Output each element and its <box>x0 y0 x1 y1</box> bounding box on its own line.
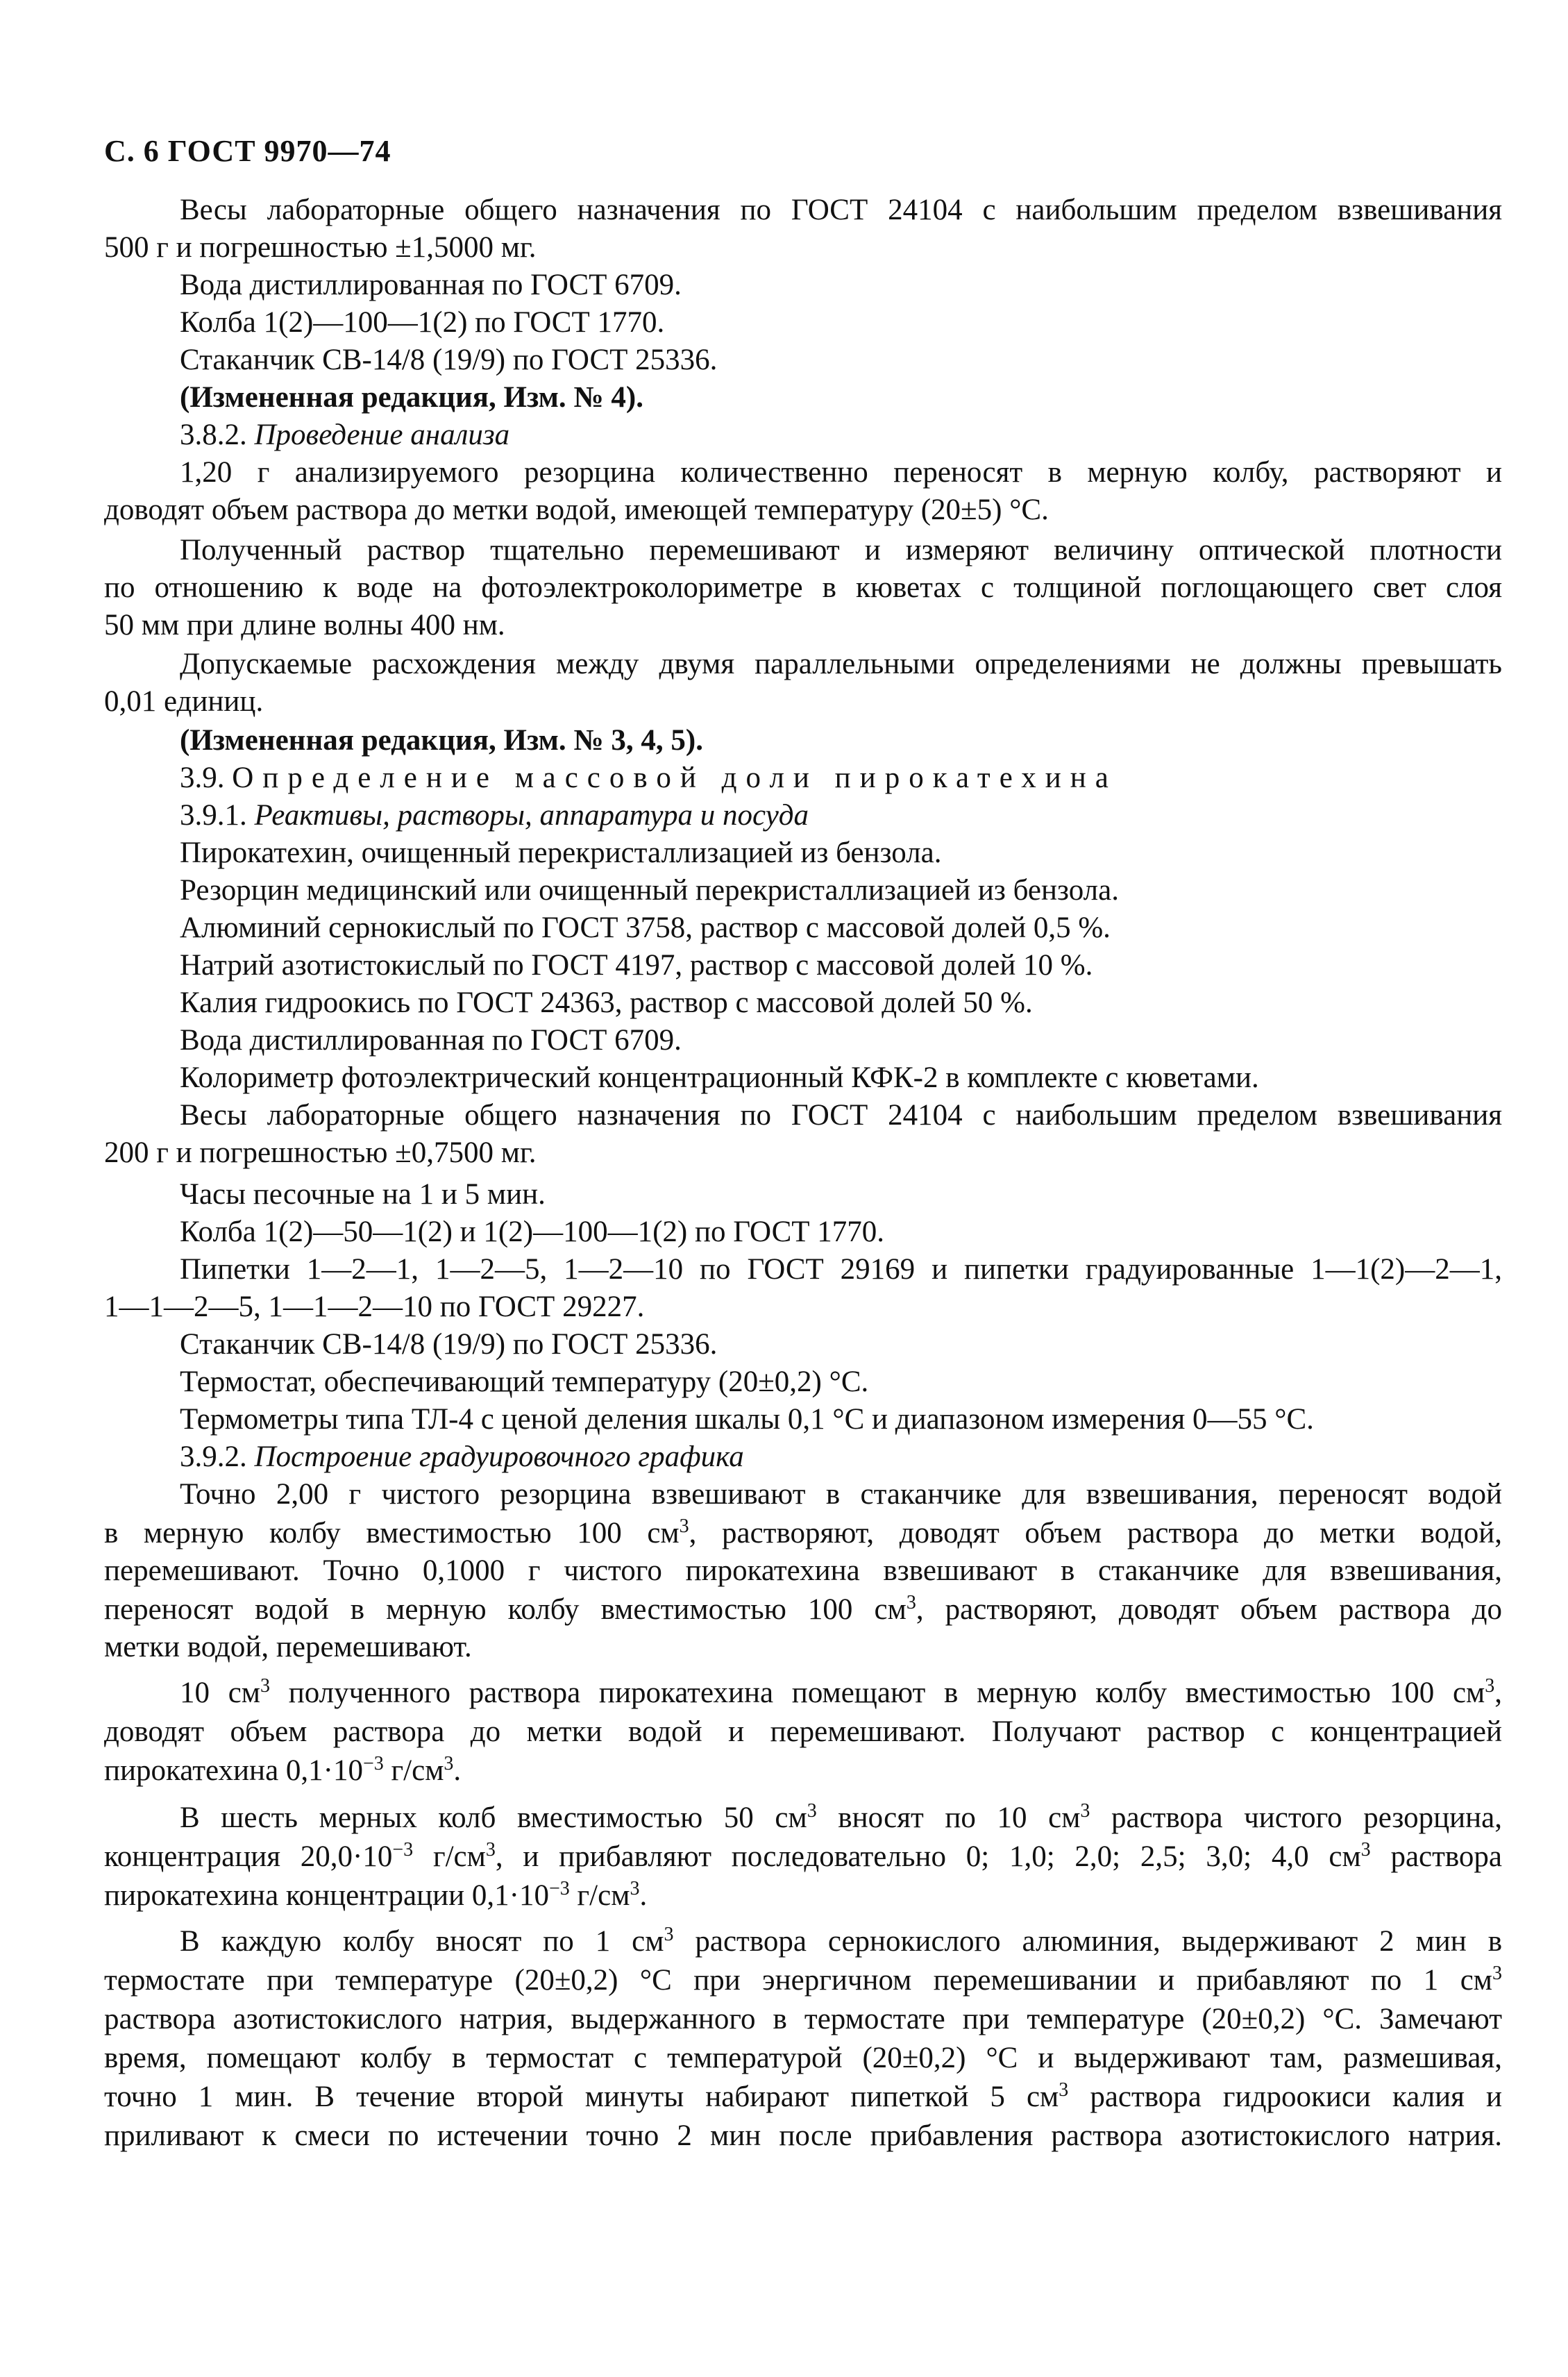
text-line: Весы лабораторные общего назначения по ГОСТ 24104 с наибольшим пределом взвешивания <box>180 194 1502 226</box>
text-line: Часы песочные на 1 и 5 мин. <box>180 1178 546 1211</box>
text-line: концентрация $20,0\cdot 10^{-3}$ $г/см^3$, и прибавляют последовательно 0; 1,0; 2,0; 2,5; 3,0; 4,0 $см^3$ раствора <box>104 1839 1503 1873</box>
text-line: перемешивают. Точно 0,1000 г чистого пирокатехина взвешивают в стаканчике для взвешивания, <box>104 1554 1502 1587</box>
text-line: раствора азотистокислого натрия, выдержанного в термостате при температуре (20±0,2) °С. Замечают <box>104 2003 1502 2035</box>
section-number: 3.8.2. <box>180 419 247 451</box>
text-line: Термометры типа ТЛ-4 с ценой деления шкалы 0,1 °С и диапазоном измерения 0—55 °С. <box>180 1403 1314 1436</box>
text-line: Колба 1(2)—50—1(2) и 1(2)—100—1(2) по ГОСТ 1770. <box>180 1216 885 1248</box>
text-line: 10 $см^3$ полученного раствора пирокатехина помещают в мерную колбу вместимостью 100 $см^3$, <box>180 1675 1502 1709</box>
section-heading <box>180 759 1118 797</box>
text-line: Пирокатехин, очищенный перекристаллизацией из бензола. <box>180 837 942 869</box>
text-line: Стаканчик СВ-14/8 (19/9) по ГОСТ 25336. <box>180 1328 718 1361</box>
text-line: Вода дистиллированная по ГОСТ 6709. <box>180 269 682 301</box>
section-title: Проведение анализа <box>254 419 510 451</box>
text-line: В каждую колбу вносят по 1 $см^3$ раствора сернокислого алюминия, выдерживают 2 мин в <box>180 1924 1502 1958</box>
text-line: 200 г и погрешностью ±0,7500 мг. <box>104 1136 537 1169</box>
text-line: термостате при температуре (20±0,2) °С при энергичном перемешивании и прибавляют по 1 $см^3$ <box>104 1963 1502 1997</box>
text-line: Термостат, обеспечивающий температуру (20±0,2) °С. <box>180 1366 869 1398</box>
text-line: пирокатехина $0,1\cdot 10^{-3}$ $г/см^3$. <box>104 1753 462 1787</box>
text-line: Калия гидроокись по ГОСТ 24363, раствор с массовой долей 50 %. <box>180 986 1033 1019</box>
section-title: Построение градуировочного графика <box>254 1441 744 1473</box>
text-line: Колба 1(2)—100—1(2) по ГОСТ 1770. <box>180 306 665 339</box>
section-title: Определение массовой доли пирокатехина <box>232 762 1118 794</box>
text-line: Допускаемые расхождения между двумя параллельными определениями не должны превышать <box>180 648 1502 680</box>
text-line: переносят водой в мерную колбу вместимостью 100 $см^3$, растворяют, доводят объем раствора до <box>104 1592 1502 1626</box>
section-heading <box>180 417 509 454</box>
text-line: Резорцин медицинский или очищенный перекристаллизацией из бензола. <box>180 874 1119 907</box>
text-line: приливают к смеси по истечении точно 2 мин после прибавления раствора азотистокислого натрия. <box>104 2119 1502 2152</box>
text-line: 0,01 единиц. <box>104 685 264 718</box>
text-line: Весы лабораторные общего назначения по ГОСТ 24104 с наибольшим пределом взвешивания <box>180 1099 1502 1132</box>
text-line: доводят объем раствора до метки водой, имеющей температуру (20±5) °С. <box>104 494 1049 526</box>
text-line: Полученный раствор тщательно перемешивают и измеряют величину оптической плотности <box>180 534 1502 566</box>
section-number: 3.9.1. <box>180 799 247 832</box>
text-line: пирокатехина концентрации $0,1\cdot 10^{-3}$ $г/см^3$. <box>104 1878 648 1912</box>
text-line: 500 г и погрешностью ±1,5000 мг. <box>104 231 537 264</box>
section-number: 3.9. <box>180 762 225 794</box>
text-line: Стаканчик СВ-14/8 (19/9) по ГОСТ 25336. <box>180 344 718 376</box>
text-line: Пипетки 1—2—1, 1—2—5, 1—2—10 по ГОСТ 29169 и пипетки градуированные 1—1(2)—2—1, <box>180 1253 1502 1286</box>
text-line: метки водой, перемешивают. <box>104 1631 472 1663</box>
section-heading <box>180 797 809 834</box>
section-number: 3.9.2. <box>180 1441 247 1473</box>
text-line: Вода дистиллированная по ГОСТ 6709. <box>180 1024 682 1057</box>
amendment-note: (Измененная редакция, Изм. № 4). <box>180 381 643 414</box>
text-line: Алюминий сернокислый по ГОСТ 3758, раствор с массовой долей 0,5 %. <box>180 912 1111 944</box>
text-line: Точно 2,00 г чистого резорцина взвешивают в стаканчике для взвешивания, переносят водой <box>180 1478 1502 1511</box>
text-line: В шесть мерных колб вместимостью 50 $см^3$ вносят по 10 $см^3$ раствора чистого резорцина, <box>180 1800 1502 1834</box>
text-line: время, помещают колбу в термостат с температурой (20±0,2) °С и выдерживают там, размешивая, <box>104 2042 1502 2074</box>
text-line: 1—1—2—5, 1—1—2—10 по ГОСТ 29227. <box>104 1291 645 1323</box>
text-line: 1,20 г анализируемого резорцина количественно переносят в мерную колбу, растворяют и <box>180 456 1502 489</box>
text-line: доводят объем раствора до метки водой и перемешивают. Получают раствор с концентрацией <box>104 1715 1502 1748</box>
text-line: в мерную колбу вместимостью 100 $см^3$, растворяют, доводят объем раствора до метки водой, <box>104 1515 1502 1549</box>
text-line: Натрий азотистокислый по ГОСТ 4197, раствор с массовой долей 10 %. <box>180 949 1093 982</box>
text-line: 50 мм при длине волны 400 нм. <box>104 609 505 641</box>
text-line: по отношению к воде на фотоэлектроколориметре в кюветах с толщиной поглощающего свет слоя <box>104 571 1502 604</box>
text-line: Колориметр фотоэлектрический концентрационный КФК-2 в комплекте с кюветами. <box>180 1061 1259 1094</box>
page-header: С. 6 ГОСТ 9970—74 <box>104 134 391 168</box>
section-title: Реактивы, растворы, аппаратура и посуда <box>254 799 809 832</box>
amendment-note: (Измененная редакция, Изм. № 3, 4, 5). <box>180 724 703 757</box>
text-line: точно 1 мин. В течение второй минуты набирают пипеткой 5 $см^3$ раствора гидроокиси калия и <box>104 2079 1503 2113</box>
section-heading <box>180 1438 744 1476</box>
